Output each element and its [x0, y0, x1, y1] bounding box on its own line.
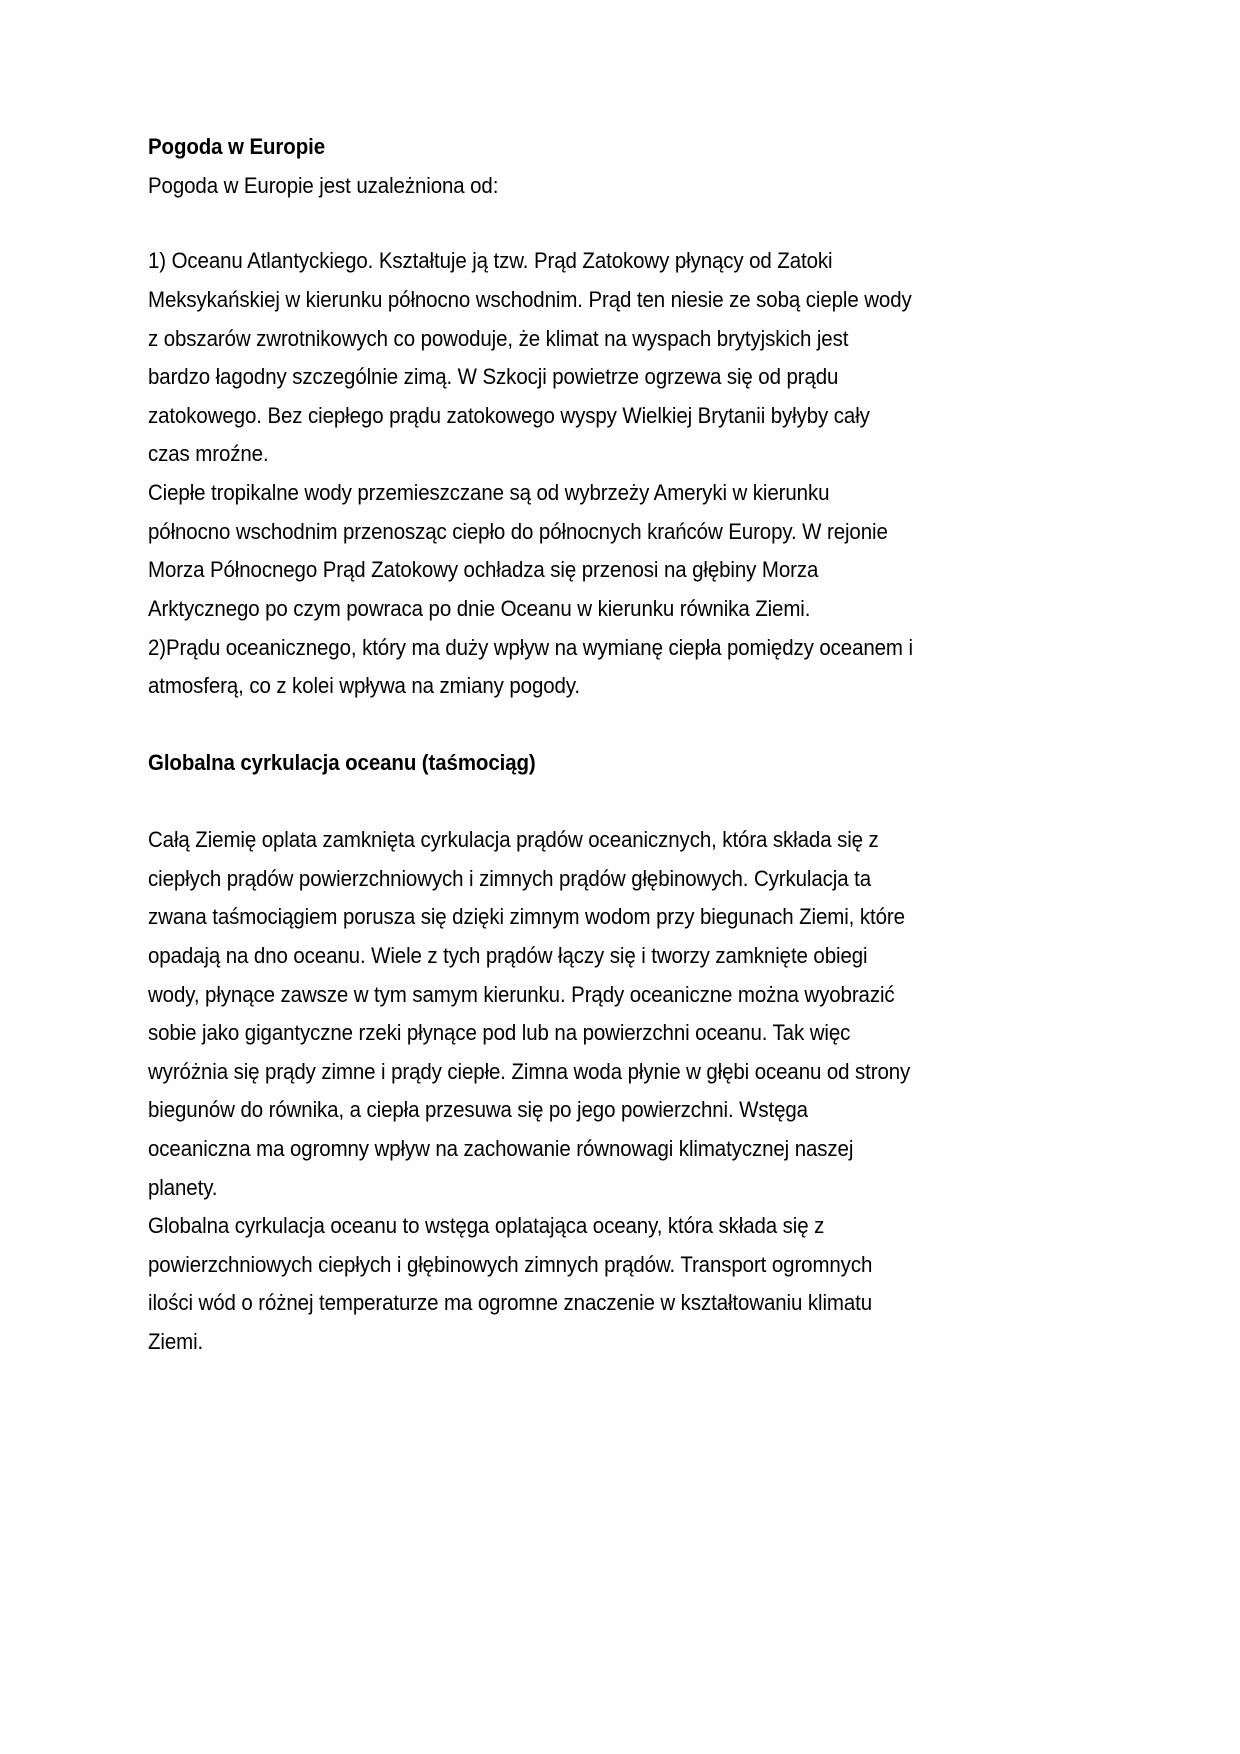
paragraph-line: wody, płynące zawsze w tym samym kierunku. Prądy oceaniczne można wyobrazić — [148, 982, 895, 1007]
section-heading-ocean-circulation: Globalna cyrkulacja oceanu (taśmociąg) — [148, 750, 536, 775]
paragraph-line: 2)Prądu oceanicznego, który ma duży wpływ na wymianę ciepła pomiędzy oceanem i — [148, 635, 913, 660]
paragraph-line: ciepłych prądów powierzchniowych i zimnych prądów głębinowych. Cyrkulacja ta — [148, 866, 872, 891]
paragraph-line: planety. — [148, 1175, 218, 1200]
paragraph-line: Globalna cyrkulacja oceanu to wstęga oplatająca oceany, która składa się z — [148, 1213, 825, 1238]
paragraph-line: biegunów do równika, a ciepła przesuwa się po jego powierzchni. Wstęga — [148, 1097, 808, 1122]
paragraph-line: opadają na dno oceanu. Wiele z tych prądów łączy się i tworzy zamknięte obiegi — [148, 943, 868, 968]
intro-text: Pogoda w Europie jest uzależniona od: — [148, 173, 499, 198]
paragraph-line: z obszarów zwrotnikowych co powoduje, że klimat na wyspach brytyjskich jest — [148, 326, 849, 351]
paragraph-line: 1) Oceanu Atlantyckiego. Kształtuje ją tzw. Prąd Zatokowy płynący od Zatoki — [148, 248, 833, 273]
paragraph-line: zatokowego. Bez ciepłego prądu zatokowego wyspy Wielkiej Brytanii byłyby cały — [148, 403, 870, 428]
paragraph-line: Meksykańskiej w kierunku północno wschodnim. Prąd ten niesie ze sobą cieple wody — [148, 287, 912, 312]
paragraph-line: wyróżnia się prądy zimne i prądy ciepłe. Zimna woda płynie w głębi oceanu od strony — [148, 1059, 911, 1084]
paragraph-line: Arktycznego po czym powraca po dnie Oceanu w kierunku równika Ziemi. — [148, 596, 811, 621]
paragraph-line: oceaniczna ma ogromny wpływ na zachowanie równowagi klimatycznej naszej — [148, 1136, 854, 1161]
paragraph-line: powierzchniowych ciepłych i głębinowych zimnych prądów. Transport ogromnych — [148, 1252, 873, 1277]
section-heading-weather-europe: Pogoda w Europie — [148, 134, 325, 159]
paragraph-line: Ciepłe tropikalne wody przemieszczane są od wybrzeży Ameryki w kierunku — [148, 480, 830, 505]
paragraph-line: ilości wód o różnej temperaturze ma ogromne znaczenie w kształtowaniu klimatu — [148, 1290, 873, 1315]
paragraph-line: bardzo łagodny szczególnie zimą. W Szkocji powietrze ogrzewa się od prądu — [148, 364, 839, 389]
paragraph-line: Ziemi. — [148, 1329, 204, 1354]
paragraph-line: sobie jako gigantyczne rzeki płynące pod lub na powierzchni oceanu. Tak więc — [148, 1020, 851, 1045]
paragraph-line: zwana taśmociągiem porusza się dzięki zimnym wodom przy biegunach Ziemi, które — [148, 904, 905, 929]
paragraph-line: atmosferą, co z kolei wpływa na zmiany pogody. — [148, 673, 581, 698]
paragraph-line: Całą Ziemię oplata zamknięta cyrkulacja prądów oceanicznych, która składa się z — [148, 827, 879, 852]
paragraph-line: północno wschodnim przenosząc ciepło do północnych krańców Europy. W rejonie — [148, 519, 888, 544]
paragraph-line: czas mroźne. — [148, 441, 269, 466]
paragraph-line: Morza Północnego Prąd Zatokowy ochładza się przenosi na głębiny Morza — [148, 557, 819, 582]
